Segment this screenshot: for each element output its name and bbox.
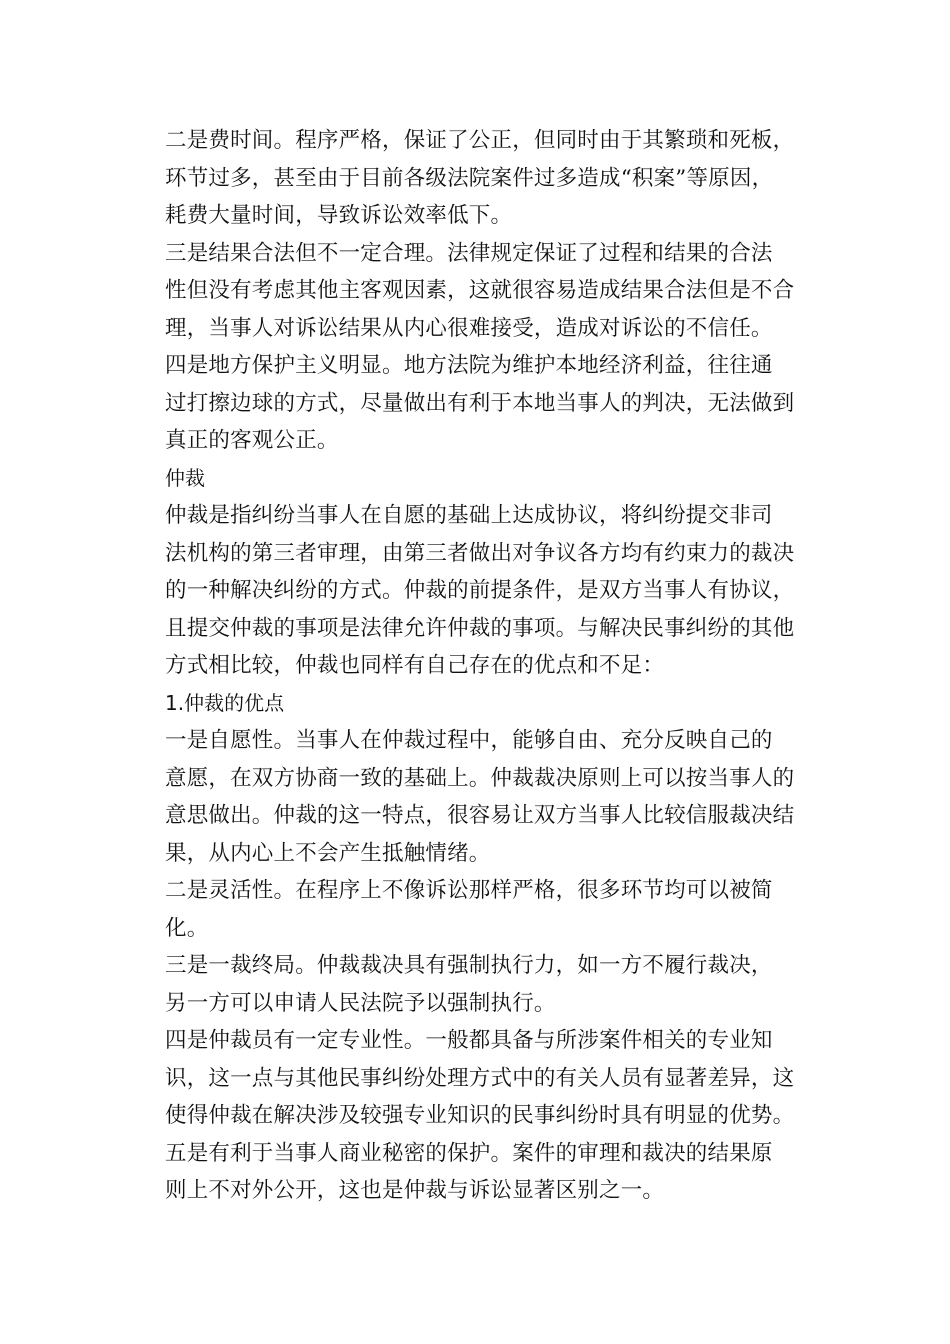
text-line: 三是结果合法但不一定合理。法律规定保证了过程和结果的合法 bbox=[165, 240, 773, 266]
body-paragraph bbox=[145, 122, 810, 235]
section-heading bbox=[145, 460, 810, 498]
body-paragraph bbox=[145, 947, 810, 1022]
text-line: 方式相比较，仲裁也同样有自己存在的优点和不足： bbox=[165, 653, 665, 678]
body-paragraph bbox=[145, 1022, 810, 1135]
body-paragraph bbox=[145, 872, 810, 947]
text-line: 法机构的第三者审理，由第三者做出对争议各方均有约束力的裁决 bbox=[165, 540, 795, 566]
text-line: 三是一裁终局。仲裁裁决具有强制执行力，如一方不履行裁决， bbox=[165, 953, 773, 978]
text-line: 识，这一点与其他民事纠纷处理方式中的有关人员有显著差异，这 bbox=[165, 1065, 795, 1091]
text-line: 则上不对外公开，这也是仲裁与诉讼显著区别之一。 bbox=[165, 1178, 665, 1203]
text-line: 性但没有考虑其他主客观因素，这就很容易造成结果合法但是不合 bbox=[165, 278, 795, 303]
body-paragraph bbox=[145, 1135, 810, 1210]
text-line: 且提交仲裁的事项是法律允许仲裁的事项。与解决民事纠纷的其他 bbox=[165, 615, 795, 641]
text-line: 真正的客观公正。 bbox=[165, 428, 339, 453]
text-line: 理，当事人对诉讼结果从内心很难接受，造成对诉讼的不信任。 bbox=[165, 315, 773, 341]
body-paragraph bbox=[145, 347, 810, 460]
text-line: 1.仲裁的优点 bbox=[165, 690, 285, 715]
body-paragraph bbox=[145, 722, 810, 872]
body-paragraph bbox=[145, 235, 810, 348]
text-line: 化。 bbox=[165, 915, 209, 941]
text-line: 仲裁 bbox=[165, 465, 205, 490]
text-line: 五是有利于当事人商业秘密的保护。案件的审理和裁决的结果原 bbox=[165, 1140, 773, 1166]
body-paragraph bbox=[145, 497, 810, 685]
section-heading bbox=[145, 685, 810, 723]
text-line: 果，从内心上不会产生抵触情绪。 bbox=[165, 840, 491, 866]
text-line: 使得仲裁在解决涉及较强专业知识的民事纠纷时具有明显的优势。 bbox=[165, 1103, 795, 1128]
text-line: 意愿，在双方协商一致的基础上。仲裁裁决原则上可以按当事人的 bbox=[165, 765, 795, 791]
text-line: 一是自愿性。当事人在仲裁过程中，能够自由、充分反映自己的 bbox=[165, 728, 773, 753]
text-line: 二是灵活性。在程序上不像诉讼那样严格，很多环节均可以被简 bbox=[165, 878, 773, 903]
text-line: 环节过多，甚至由于目前各级法院案件过多造成“积案”等原因， bbox=[165, 165, 774, 191]
document-body bbox=[145, 122, 810, 1210]
text-line: 仲裁是指纠纷当事人在自愿的基础上达成协议，将纠纷提交非司 bbox=[165, 503, 773, 528]
text-line: 二是费时间。程序严格，保证了公正，但同时由于其繁琐和死板， bbox=[165, 128, 795, 153]
text-line: 耗费大量时间，导致诉讼效率低下。 bbox=[165, 203, 513, 228]
text-line: 另一方可以申请人民法院予以强制执行。 bbox=[165, 990, 556, 1016]
text-line: 的一种解决纠纷的方式。仲裁的前提条件，是双方当事人有协议， bbox=[165, 578, 795, 603]
text-line: 四是仲裁员有一定专业性。一般都具备与所涉案件相关的专业知 bbox=[165, 1028, 773, 1053]
text-line: 四是地方保护主义明显。地方法院为维护本地经济利益，往往通 bbox=[165, 353, 773, 378]
text-line: 意思做出。仲裁的这一特点，很容易让双方当事人比较信服裁决结 bbox=[165, 803, 795, 828]
text-line: 过打擦边球的方式，尽量做出有利于本地当事人的判决，无法做到 bbox=[165, 390, 795, 416]
